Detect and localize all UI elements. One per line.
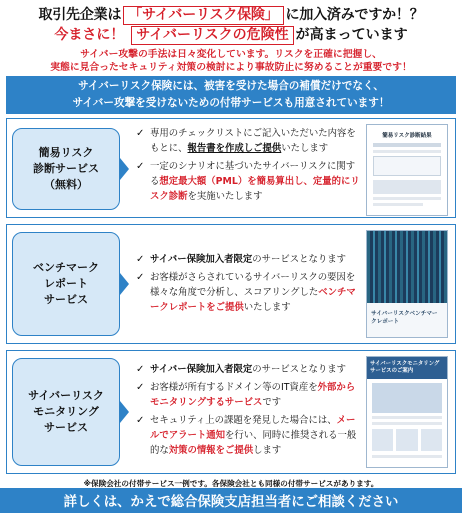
list-item (136, 413, 362, 458)
item-text: します (253, 445, 282, 456)
list-item (136, 362, 362, 377)
check-icon: ✓ (136, 272, 145, 283)
service-title-line: サイバーリスク (28, 389, 104, 402)
item-text: のサービスとなります (252, 254, 347, 265)
list-item (136, 380, 362, 410)
thumbnail-title: サイバーリスクベンチマークレポート (367, 303, 447, 338)
service-description-risk-diagnosis (136, 126, 362, 207)
warning-lead: 今まさに！ (54, 27, 125, 43)
info-banner (6, 76, 456, 114)
check-icon: ✓ (136, 364, 145, 375)
item-highlight: 外部からモニタリングするサービス (150, 382, 356, 408)
item-text: のサービスとなります (252, 364, 347, 375)
subtext-line-2: 実態に見合ったセキュリティ対策の検討により事故防止に努めることが重要です！ (50, 62, 412, 73)
service-description-monitoring (136, 362, 362, 461)
item-highlight: ベンチマークレポートをご提供 (150, 287, 356, 313)
thumbnail-title: サイバーリスクモニタリングサービスのご案内 (367, 357, 447, 379)
benchmark-report-thumbnail (366, 230, 448, 338)
service-title-risk-diagnosis (12, 128, 120, 210)
service-title-monitoring (12, 358, 120, 466)
monitoring-brochure-thumbnail (366, 356, 448, 468)
arrow-icon (120, 273, 129, 295)
check-icon: ✓ (136, 254, 145, 265)
headline-subtext (0, 48, 462, 74)
arrow-icon (120, 401, 129, 423)
banner-line-2: サイバー攻撃を受けないための付帯サービスも用意されています！ (72, 97, 390, 109)
thumbnail-title: 簡易リスク診断結果 (382, 133, 432, 139)
list-item (136, 270, 362, 315)
item-text: セキュリティ上の課題を発見した場合には、 (150, 415, 337, 426)
item-text: を実施いたします (187, 191, 263, 202)
check-icon: ✓ (136, 382, 145, 393)
warning-text-end: が高まっています (295, 27, 408, 43)
headline-question (0, 4, 462, 25)
service-title-line: サービス (44, 293, 88, 306)
item-highlight: サイバー保険加入者限定 (150, 364, 253, 375)
item-highlight: 報告書を作成しご提供 (187, 143, 282, 154)
subtext-line-1: サイバー攻撃の手法は日々変化しています。リスクを正確に把握し、 (80, 49, 382, 60)
item-highlight: メールでアラート通知 (150, 415, 356, 441)
service-title-line: サービス (44, 421, 88, 434)
service-title-line: 簡易リスク (38, 146, 94, 159)
item-text: お客様が所有するドメイン等のIT資産を (150, 382, 318, 393)
check-icon: ✓ (136, 161, 145, 172)
headline-warning (0, 24, 462, 45)
service-title-benchmark (12, 232, 120, 336)
headline-text-end: に加入済みですか！？ (285, 7, 424, 23)
banner-line-1: サイバーリスク保険には、被害を受けた場合の補償だけでなく、 (78, 80, 384, 92)
service-title-line: 診断サービス (33, 162, 99, 175)
headline-emphasis-box: 「サイバーリスク保険」 (123, 6, 283, 25)
report-thumbnail (366, 124, 448, 216)
item-text: です (262, 397, 282, 408)
warning-emphasis-box: サイバーリスクの危険性 (131, 26, 293, 45)
list-item (136, 126, 362, 156)
item-text: を行い、同時に推奨される一般的な (150, 430, 357, 456)
item-text: いたします (281, 143, 329, 154)
item-text: 一定のシナリオに基づいたサイバーリスクに関する (150, 161, 356, 187)
service-title-line: ベンチマーク (33, 261, 99, 274)
item-text: 専用のチェックリストにご記入いただいた内容をもとに、 (150, 128, 356, 154)
list-item (136, 159, 362, 204)
service-description-benchmark (136, 252, 362, 318)
footnote: ※保険会社の付帯サービス一例です。各保険会社とも同様の付帯サービスがあります。 (83, 479, 379, 488)
list-item (136, 252, 362, 267)
item-text: お客様がさらされているサイバーリスクの要因を様々な角度で分析し、スコアリングした (150, 272, 356, 298)
contact-footer: 詳しくは、かえで総合保険支店担当者にご相談ください (0, 488, 462, 513)
item-highlight: 想定最大額（PML）を簡易算出し、定量的にリスク診断 (150, 176, 360, 202)
item-highlight: 対策の情報をご提供 (168, 445, 254, 456)
arrow-icon (120, 158, 129, 180)
service-title-line: モニタリング (33, 405, 99, 418)
service-title-line: レポート (44, 277, 88, 290)
check-icon: ✓ (136, 415, 145, 426)
headline-text: 取引先企業は (38, 7, 122, 23)
item-text: いたします (243, 302, 291, 313)
service-title-line: （無料） (44, 178, 88, 191)
check-icon: ✓ (136, 128, 145, 139)
item-highlight: サイバー保険加入者限定 (150, 254, 253, 265)
